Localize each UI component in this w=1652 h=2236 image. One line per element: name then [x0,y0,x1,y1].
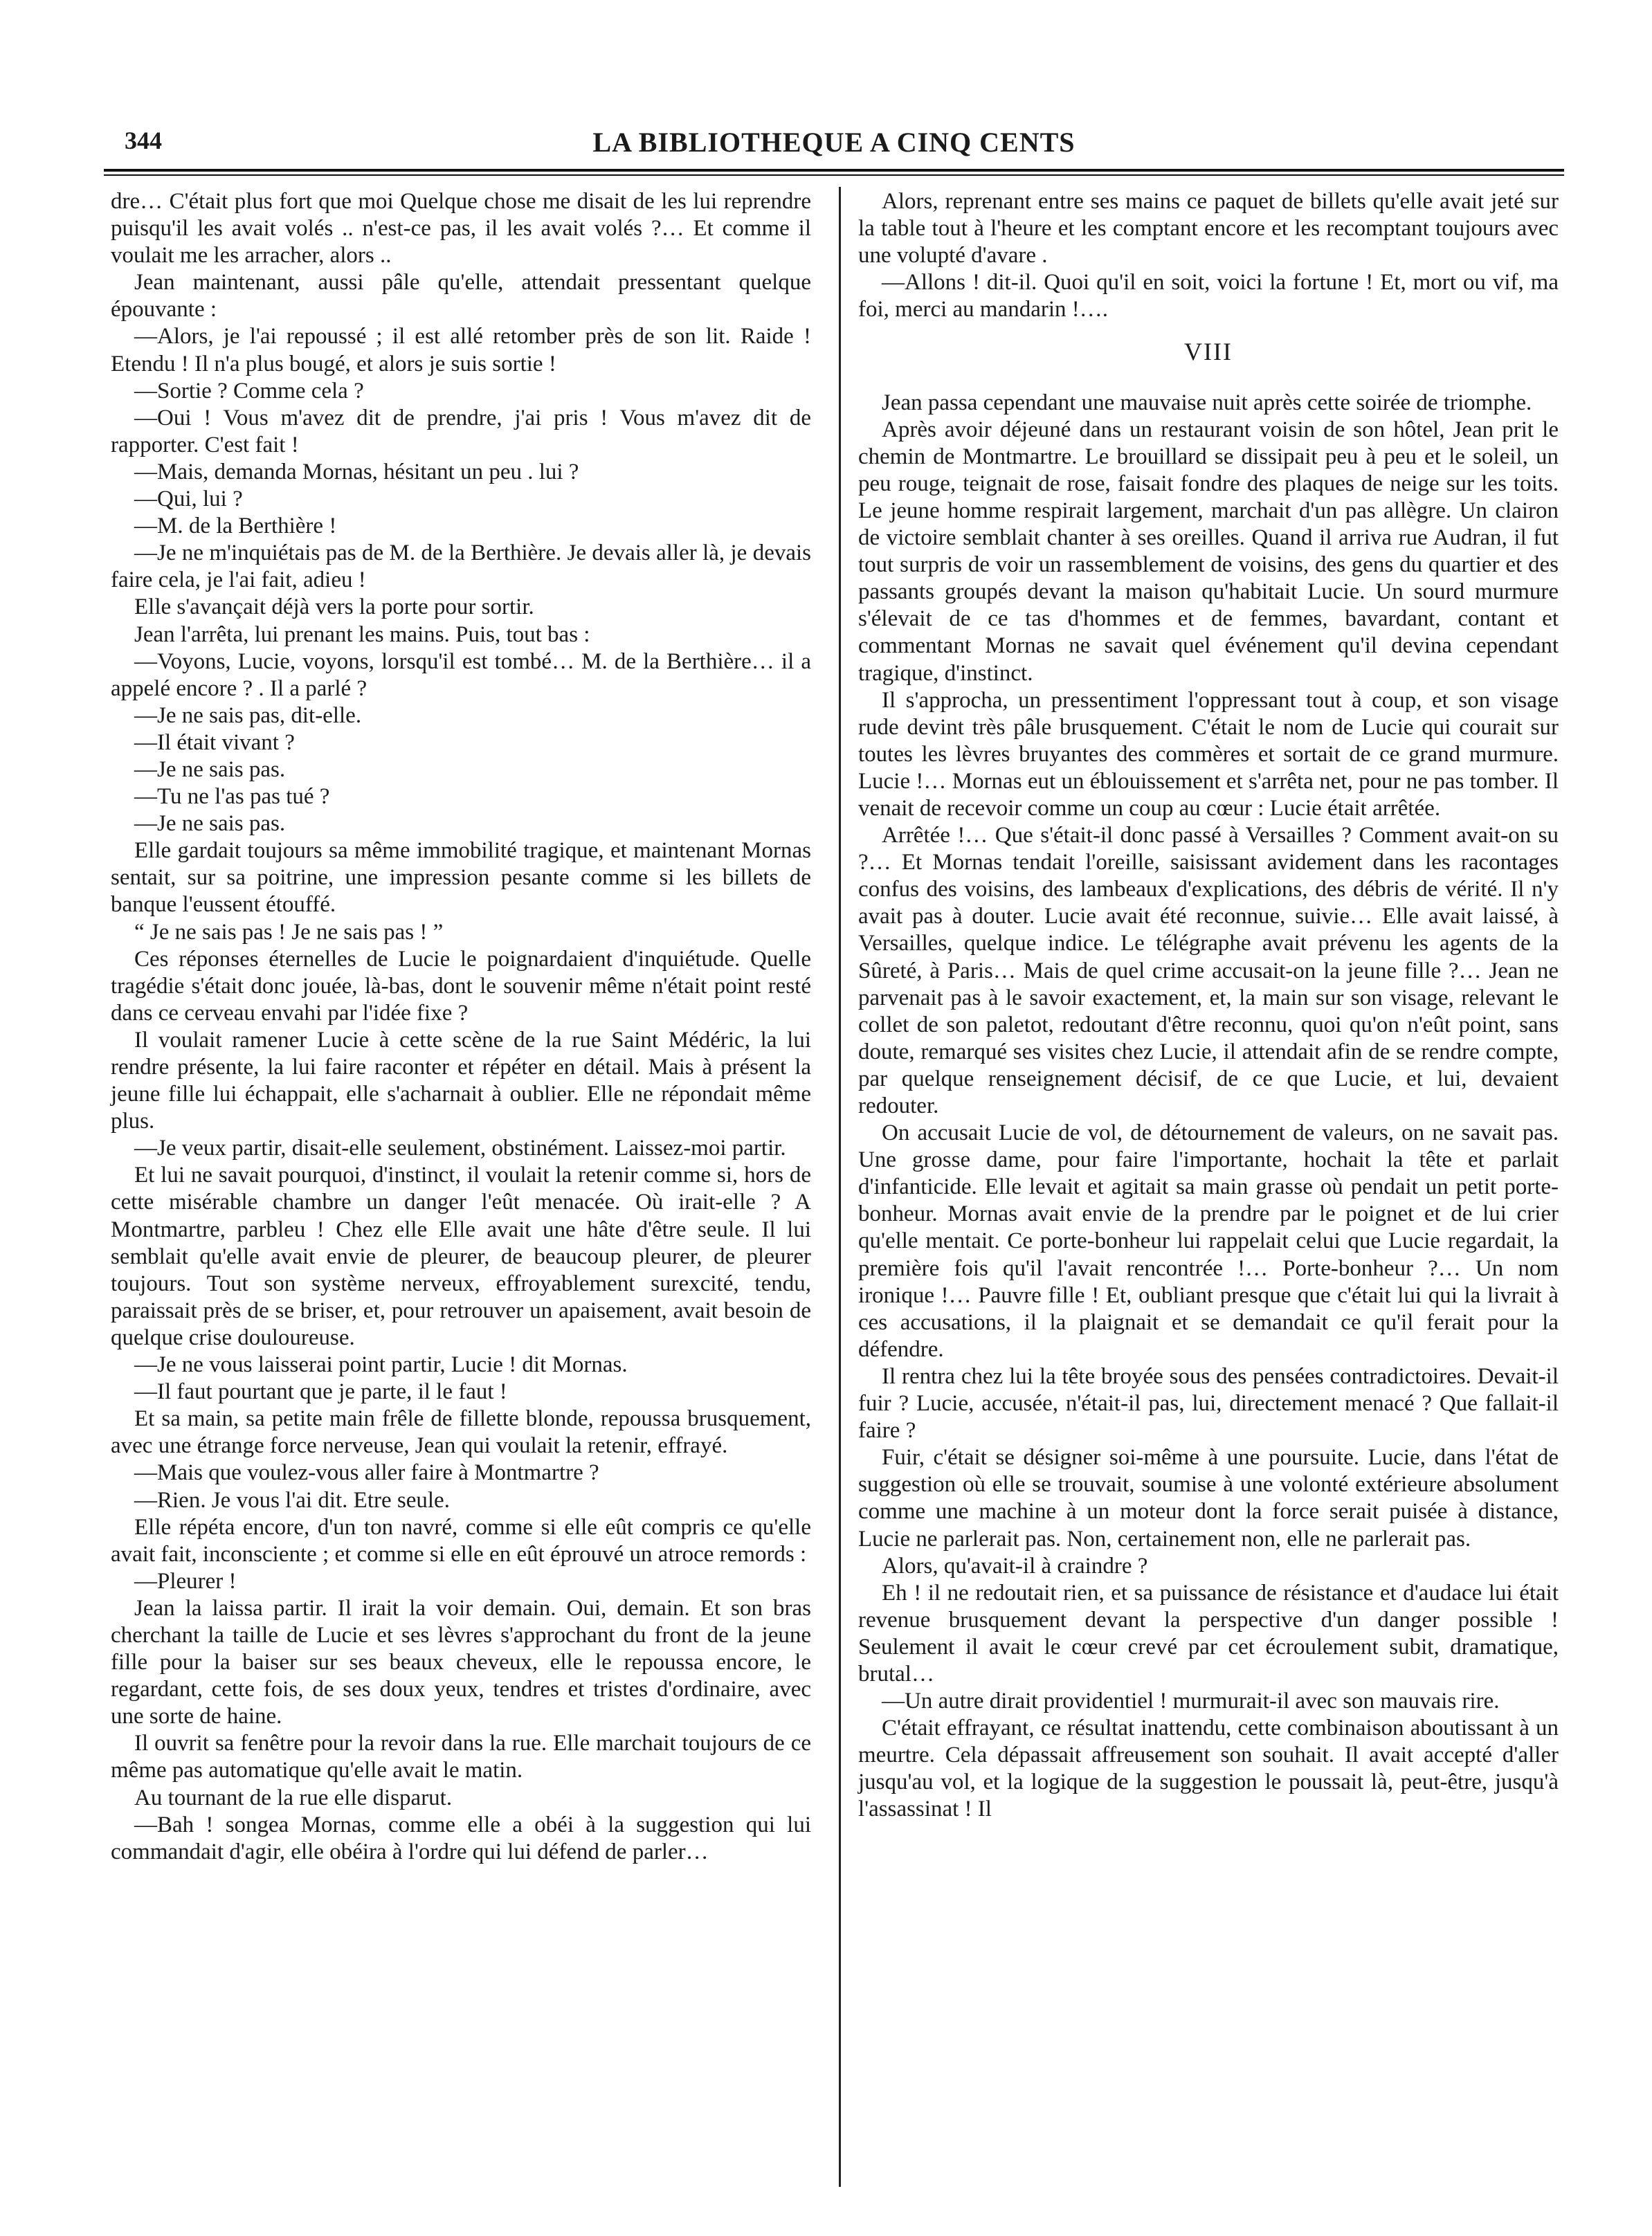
paragraph: Alors, reprenant entre ses mains ce paquet de billets qu'elle avait jeté sur la table tout à l'heure et les comptant encore et les recomptant toujours avec une volupté d'avare . [858,189,1559,269]
paragraph: —Je ne sais pas, dit-elle. [134,702,362,728]
paragraph: Jean la laissa partir. Il irait la voir demain. Oui, demain. Et son bras cherchant la taille de Lucie et ses lèvres s'approchant du front de la jeune fille pour la baiser sur ses beaux cheveux, elle le repoussa encore, le regardant, cette fois, de ses doux yeux, tendres et tristes d'ordinaire, avec une sorte de haine. [111,1595,811,1729]
paragraph: —Pleurer ! [134,1568,237,1594]
page-number: 344 [125,127,162,154]
paragraph: Au tournant de la rue elle disparut. [134,1785,453,1810]
paragraph: Eh ! il ne redoutait rien, et sa puissance de résistance et d'audace lui était revenue brusquement devant la perspective d'un danger possible ! Seulement il avait le cœur crevé par cet écroulement subit, dramatique, brutal… [858,1580,1559,1687]
paragraph: —Je ne sais pas. [134,756,286,782]
paragraph: Ces réponses éternelles de Lucie le poignardaient d'inquiétude. Quelle tragédie s'était donc jouée, là-bas, dont le souvenir même n'était point resté dans ce cerveau envahi par l'idée fixe ? [111,946,811,1026]
paragraph: Elle s'avançait déjà vers la porte pour sortir. [134,594,534,620]
page [104,0,1564,2236]
chapter-heading: VIII [1184,338,1233,366]
paragraph: Elle gardait toujours sa même immobilité tragique, et maintenant Mornas sentait, sur sa poitrine, une impression pesante comme si les billets de banque l'eussent étouffé. [111,838,811,918]
left-column [111,188,811,1866]
paragraph: —Un autre dirait providentiel ! murmurait-il avec son mauvais rire. [882,1689,1500,1714]
paragraph: —Mais que voulez-vous aller faire à Montmartre ? [134,1460,599,1486]
paragraph: Il voulait ramener Lucie à cette scène de la rue Saint Médéric, la lui rendre présente, la lui faire raconter et répéter en détail. Mais à présent la jeune fille lui échappait, elle s'acharnait à oublier. Elle ne répondait même plus. [111,1027,811,1134]
paragraph: C'était effrayant, ce résultat inattendu, cette combinaison aboutissant à un meurtre. Cela dépassait affreusement son souhait. Il avait accepté d'aller jusqu'au vol, et la logique de la suggestion le poussait là, peut-être, jusqu'à l'assassinat ! Il [858,1716,1559,1822]
paragraph: —Il faut pourtant que je parte, il le faut ! [134,1379,507,1405]
paragraph: Arrêtée !… Que s'était-il donc passé à Versailles ? Comment avait-on su ?… Et Mornas tendait l'oreille, saisissant avidement dans les racontages confus des voisins, des lambeaux d'explications, des débris de vérité. Il n'y avait pas à douter. Lucie avait été reconnue, suivie… Elle avait laissé, à Versailles, quelque indice. Le télégraphe avait prévenu les agents de la Sûreté, à Paris… Mais de quel crime accusait-on la jeune fille ?… Jean ne parvenait pas à le savoir exactement, et, la main sur son visage, relevant le collet de son paletot, redoutant d'être reconnu, quoi qu'on n'eût point, sans doute, remarqué ses visites chez Lucie, il attendait afin de se rendre compte, par quelque renseignement décisif, de ce que Lucie, et lui, devaient redouter. [858,823,1559,1118]
paragraph: —Je ne vous laisserai point partir, Lucie ! dit Mornas. [134,1352,628,1378]
paragraph: —Mais, demanda Mornas, hésitant un peu . lui ? [134,459,579,484]
paragraph: —Qui, lui ? [134,487,243,512]
paragraph: Alors, qu'avait-il à craindre ? [882,1553,1148,1579]
paragraph: Jean passa cependant une mauvaise nuit après cette soirée de triomphe. [882,390,1532,415]
paragraph: —Allons ! dit-il. Quoi qu'il en soit, voici la fortune ! Et, mort ou vif, ma foi, merci au mandarin !…. [858,270,1559,322]
paragraph: dre… C'était plus fort que moi Quelque chose me disait de les lui reprendre puisqu'il les avait volés .. n'est-ce pas, il les avait volés ?… Et comme il voulait me les arracher, alors .. [111,189,811,269]
paragraph: —Alors, je l'ai repoussé ; il est allé retomber près de son lit. Raide ! Etendu ! Il n'a plus bougé, et alors je suis sortie ! [111,324,811,376]
paragraph: —Je ne sais pas. [134,811,286,837]
running-header [104,126,1564,167]
paragraph: Il rentra chez lui la tête broyée sous des pensées contradictoires. Devait-il fuir ? Lucie, accusée, n'était-il pas, lui, directement menacé ? Que fallait-il faire ? [858,1363,1559,1444]
paragraph: “ Je ne sais pas ! Je ne sais pas ! ” [134,919,444,945]
paragraph: Et sa main, sa petite main frêle de fillette blonde, repoussa brusquement, avec une étrange force nerveuse, Jean qui voulait la retenir, effrayé. [111,1406,811,1459]
paragraph: —Sortie ? Comme cela ? [134,378,364,403]
paragraph: Il s'approcha, un pressentiment l'oppressant tout à coup, et son visage rude devint très pâle brusquement. C'était le nom de Lucie qui courait sur toutes les lèvres bruyantes des commères et sortait de ce grand murmure. Lucie !… Mornas eut un éblouissement et s'arrêta net, pour ne pas tomber. Il venait de recevoir comme un coup au cœur : Lucie était arrêtée. [858,687,1559,821]
paragraph: —Tu ne l'as pas tué ? [134,784,330,810]
header-rule-thin [104,174,1564,176]
paragraph: —Bah ! songea Mornas, comme elle a obéi à la suggestion qui lui commandait d'agir, elle obéira à l'ordre qui lui défend de parler… [111,1812,811,1864]
paragraph: Jean maintenant, aussi pâle qu'elle, attendait pressentant quelque épouvante : [111,270,811,322]
paragraph: —M. de la Berthière ! [134,513,337,539]
paragraph: —Voyons, Lucie, voyons, lorsqu'il est tombé… M. de la Berthière… il a appelé encore ? . Il a parlé ? [111,648,811,701]
paragraph: Il ouvrit sa fenêtre pour la revoir dans la rue. Elle marchait toujours de ce même pas automatique qu'elle avait le matin. [111,1731,811,1783]
running-title: LA BIBLIOTHEQUE A CINQ CENTS [592,127,1075,158]
paragraph: —Je ne m'inquiétais pas de M. de la Berthière. Je devais aller là, je devais faire cela, je l'ai fait, adieu ! [111,540,811,593]
column-divider [839,187,841,2187]
paragraph: —Il était vivant ? [134,729,295,755]
right-column [858,188,1559,1824]
paragraph: —Rien. Je vous l'ai dit. Etre seule. [134,1487,450,1513]
paragraph: Fuir, c'était se désigner soi-même à une poursuite. Lucie, dans l'état de suggestion où elle se trouvait, soumise à une volonté extérieure absolument comme une machine à un moteur dont la force serait puisée à distance, Lucie ne parlerait pas. Non, certainement non, elle ne parlerait pas. [858,1445,1559,1552]
paragraph: Après avoir déjeuné dans un restaurant voisin de son hôtel, Jean prit le chemin de Montmartre. Le brouillard se dissipait peu à peu et le soleil, un peu rouge, teignait de rose, faisait fondre des plaques de neige sur les toits. Le jeune homme respirait largement, marchait d'un pas allègre. Un clairon de victoire semblait chanter à ses oreilles. Quand il arriva rue Audran, il fut tout surpris de voir un rassemblement de voisins, des gens du quartier et des passants groupés devant la maison qu'habitait Lucie. Un sourd murmure s'élevait de ce tas d'hommes et de femmes, bavardant, contant et commentant Mornas ne savait quel événement qu'il devina cependant tragique, d'instinct. [858,417,1559,686]
paragraph: Elle répéta encore, d'un ton navré, comme si elle eût compris ce qu'elle avait fait, inconsciente ; et comme si elle en eût éprouvé un atroce remords : [111,1514,811,1567]
paragraph: —Oui ! Vous m'avez dit de prendre, j'ai pris ! Vous m'avez dit de rapporter. C'est fait ! [111,405,811,457]
paragraph: —Je veux partir, disait-elle seulement, obstinément. Laissez-moi partir. [134,1136,786,1161]
header-rule-thick [104,169,1564,172]
paragraph: Jean l'arrêta, lui prenant les mains. Puis, tout bas : [134,621,590,647]
paragraph: Et lui ne savait pourquoi, d'instinct, il voulait la retenir comme si, hors de cette misérable chambre un danger l'eût menacée. Où irait-elle ? A Montmartre, parbleu ! Chez elle Elle avait une hâte d'être seule. Il lui semblait qu'elle avait envie de pleurer, de beaucoup pleurer, de pleurer toujours. Tout son système nerveux, effroyablement surexcité, tendu, paraissait près de se briser, et, pour retrouver un apaisement, avait besoin de quelque crise douloureuse. [111,1163,811,1350]
paragraph: On accusait Lucie de vol, de détournement de valeurs, on ne savait pas. Une grosse dame, pour faire l'importante, hochait la tête et parlait d'infanticide. Elle levait et agitait sa main grasse où pendait un petit porte-bonheur. Mornas avait envie de la prendre par le poignet et de lui crier qu'elle mentait. Ce porte-bonheur lui rappelait celui que Lucie regardait, la première fois qu'il l'avait rencontrée !… Porte-bonheur ?… Un nom ironique !… Pauvre fille ! Et, oubliant presque que c'était lui qui la livrait à ces accusations, il la plaignait et se demandait ce qu'il ferait pour la défendre. [858,1120,1559,1362]
